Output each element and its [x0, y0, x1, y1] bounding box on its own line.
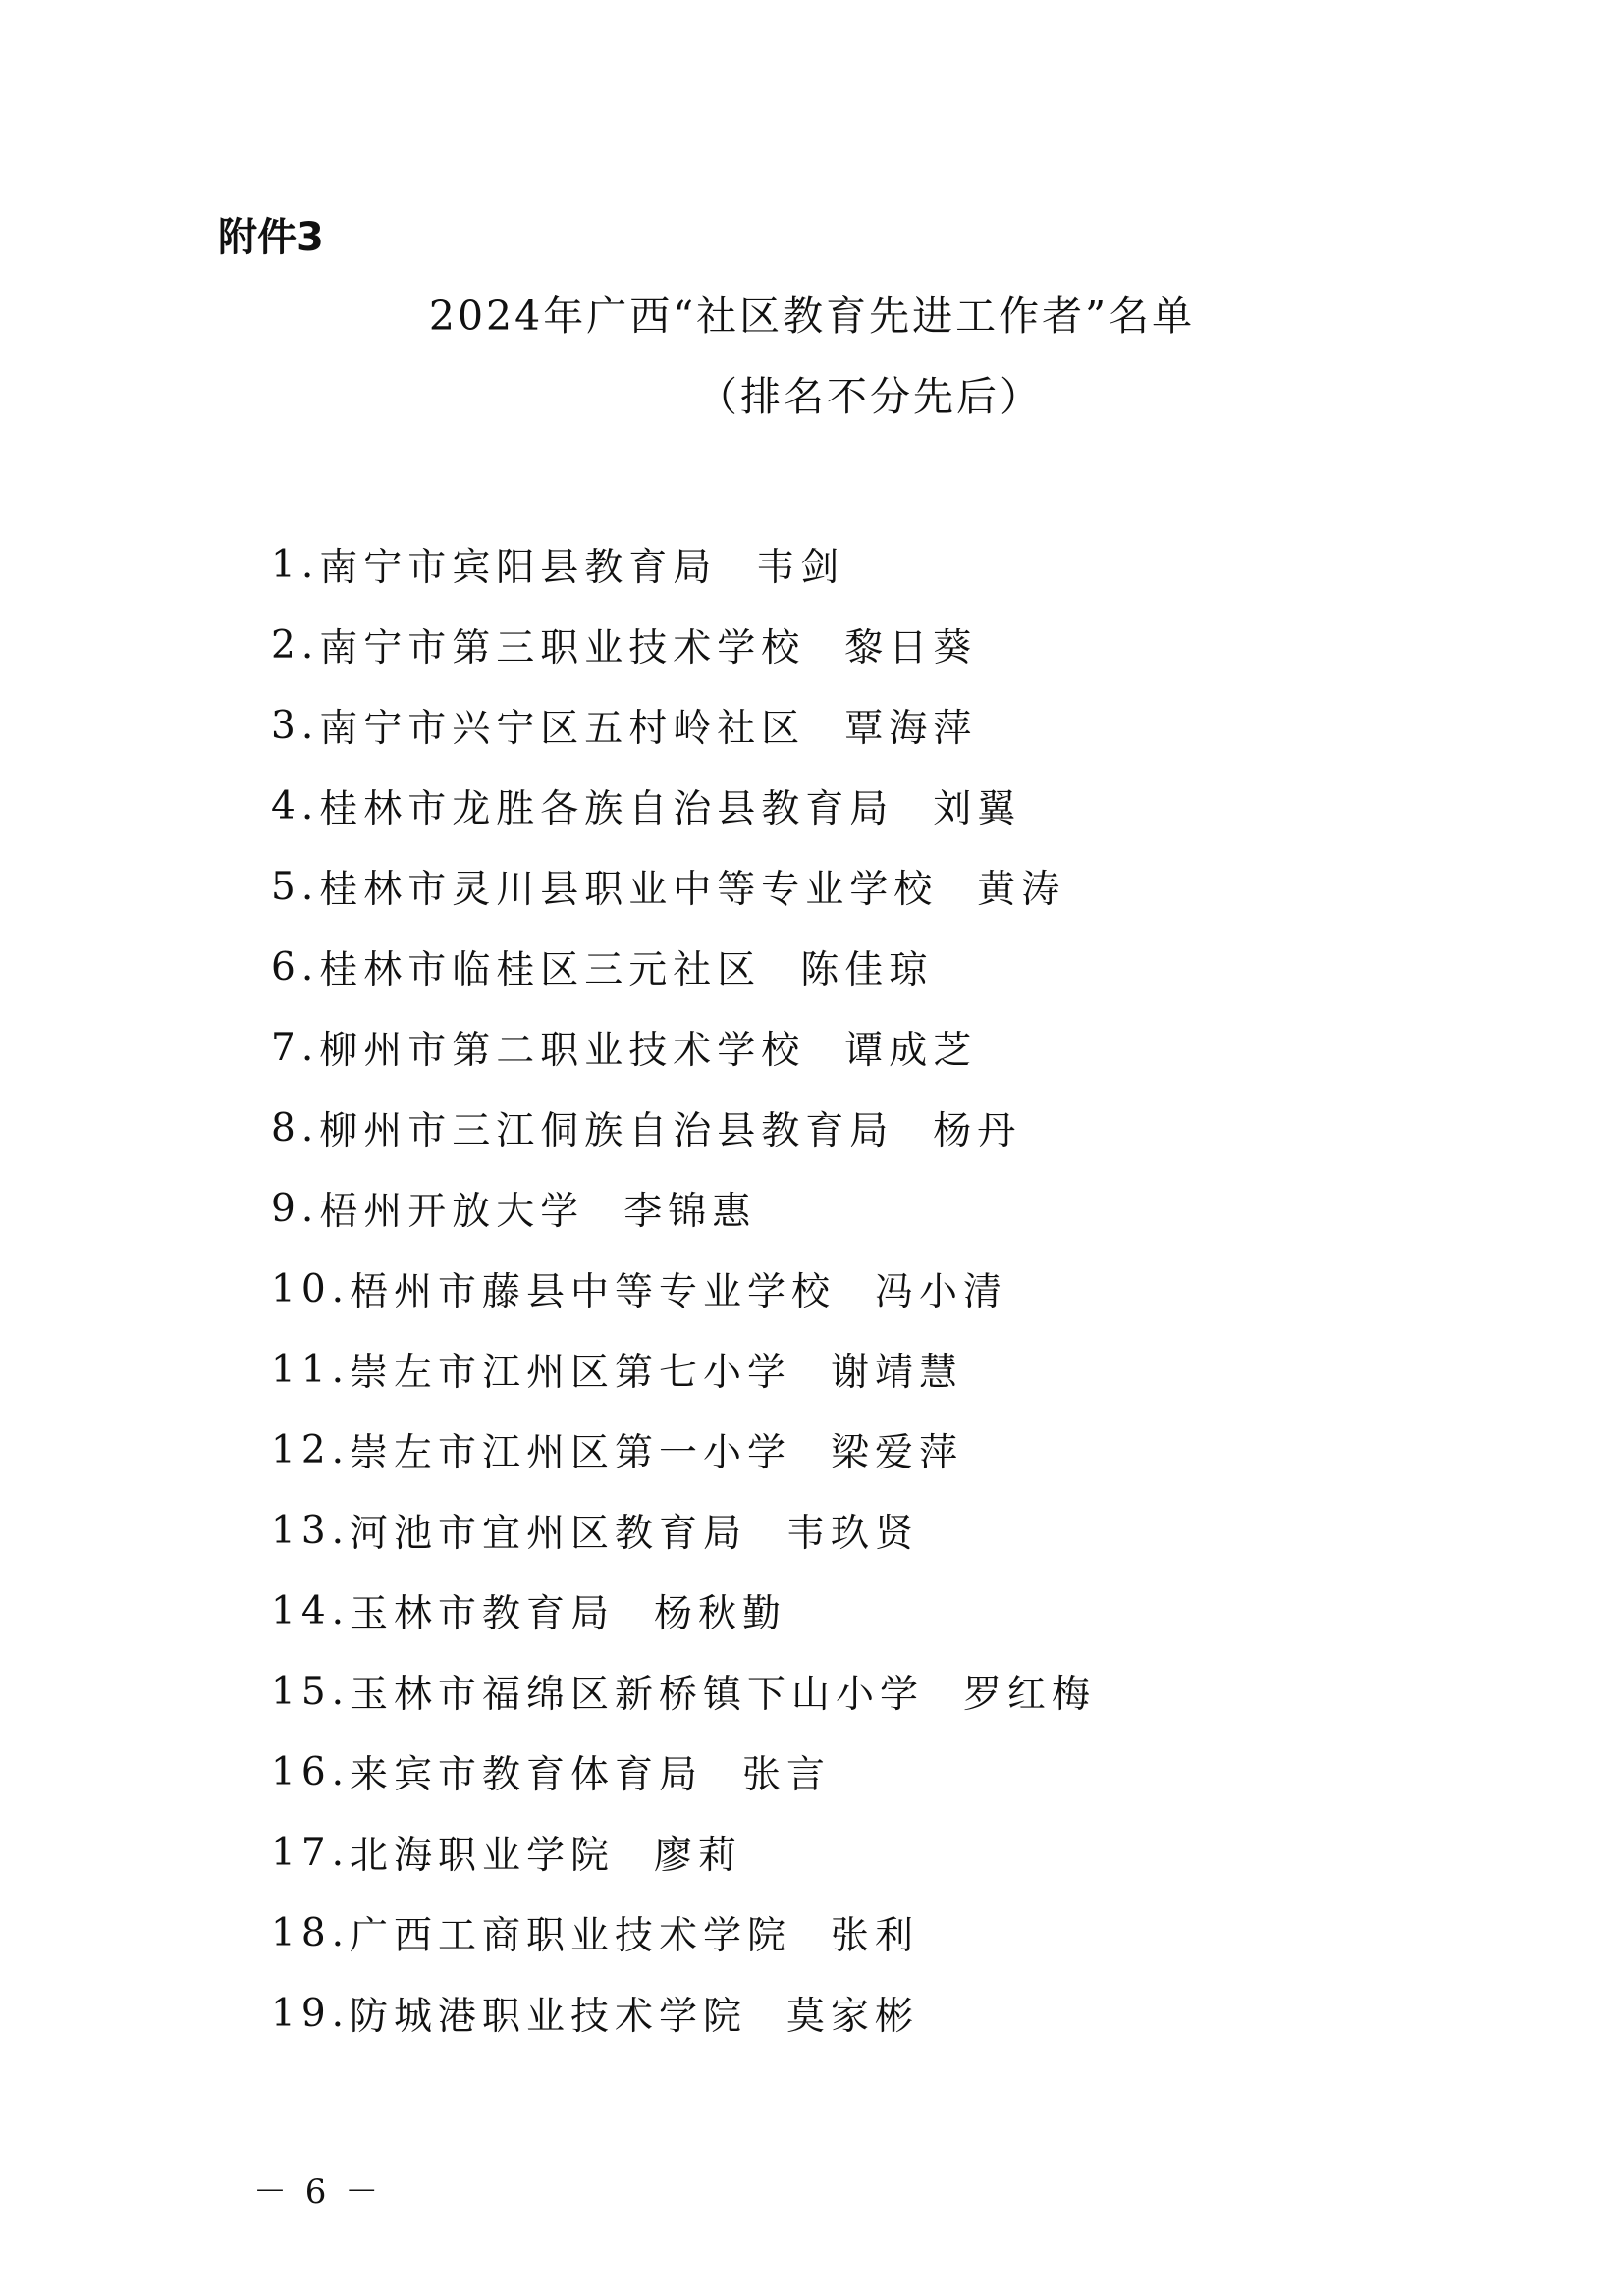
list-item — [271, 766, 1096, 846]
list-item — [271, 1088, 1096, 1168]
entry-name: 廖莉 — [654, 1834, 743, 1878]
list-item — [271, 605, 1096, 685]
entry-name: 梁爱萍 — [831, 1431, 964, 1475]
list-item — [271, 524, 1096, 605]
entry-name: 黎日葵 — [844, 626, 978, 670]
entry-unit: 桂林市临桂区三元社区 — [319, 948, 762, 992]
entry-index: 17. — [271, 1830, 351, 1875]
attachment-label: 附件3 — [218, 215, 324, 260]
entry-name: 李锦惠 — [623, 1190, 757, 1234]
entry-name: 谭成芝 — [844, 1029, 978, 1073]
entry-unit: 梧州市藤县中等专业学校 — [350, 1270, 837, 1314]
entry-name: 张言 — [742, 1753, 832, 1797]
entry-index: 10. — [271, 1266, 351, 1311]
entry-index: 18. — [271, 1910, 351, 1955]
entry-name: 韦剑 — [756, 546, 845, 590]
entry-unit: 梧州开放大学 — [319, 1190, 585, 1234]
entry-unit: 南宁市兴宁区五村岭社区 — [319, 707, 806, 751]
entry-index: 6. — [271, 944, 320, 989]
list-item — [271, 927, 1096, 1007]
list-item — [271, 1007, 1096, 1088]
list-item — [271, 1168, 1096, 1249]
list-item — [271, 1410, 1096, 1490]
entry-name: 张利 — [831, 1914, 920, 1958]
entry-index: 13. — [271, 1508, 351, 1553]
list-item — [271, 1732, 1096, 1812]
list-item — [271, 1571, 1096, 1651]
entry-name: 刘翼 — [933, 787, 1022, 831]
entry-index: 7. — [271, 1025, 320, 1070]
entry-unit: 广西工商职业技术学院 — [350, 1914, 792, 1958]
list-item — [271, 1893, 1096, 1973]
list-item — [271, 685, 1096, 766]
entry-unit: 河池市宜州区教育局 — [350, 1512, 748, 1556]
entry-name: 莫家彬 — [786, 1995, 920, 2039]
list-item — [271, 1812, 1096, 1893]
list-item — [271, 846, 1096, 927]
entry-unit: 柳州市第二职业技术学校 — [319, 1029, 806, 1073]
entry-unit: 崇左市江州区第七小学 — [350, 1351, 792, 1395]
entry-name: 谢靖慧 — [831, 1351, 964, 1395]
entry-index: 8. — [271, 1105, 320, 1150]
entry-name: 杨丹 — [933, 1109, 1022, 1153]
entry-unit: 桂林市灵川县职业中等专业学校 — [319, 868, 939, 912]
entry-name: 杨秋勤 — [654, 1592, 787, 1636]
entry-unit: 柳州市三江侗族自治县教育局 — [319, 1109, 894, 1153]
document-subtitle: （排名不分先后） — [697, 373, 1043, 420]
entry-index: 9. — [271, 1186, 320, 1231]
awardee-list — [271, 524, 1096, 2054]
entry-index: 16. — [271, 1749, 351, 1794]
entry-index: 14. — [271, 1588, 351, 1633]
entry-index: 11. — [271, 1347, 351, 1392]
entry-name: 罗红梅 — [963, 1673, 1097, 1717]
entry-unit: 玉林市福绵区新桥镇下山小学 — [350, 1673, 925, 1717]
entry-unit: 来宾市教育体育局 — [350, 1753, 704, 1797]
entry-index: 12. — [271, 1427, 351, 1472]
list-item — [271, 1490, 1096, 1571]
list-item — [271, 1329, 1096, 1410]
entry-name: 陈佳琼 — [800, 948, 934, 992]
entry-unit: 南宁市第三职业技术学校 — [319, 626, 806, 670]
document-title: 2024年广西“社区教育先进工作者”名单 — [428, 293, 1196, 340]
entry-index: 15. — [271, 1669, 351, 1714]
list-item — [271, 1651, 1096, 1732]
entry-unit: 北海职业学院 — [350, 1834, 616, 1878]
entry-name: 覃海萍 — [844, 707, 978, 751]
entry-index: 5. — [271, 864, 320, 909]
entry-unit: 玉林市教育局 — [350, 1592, 616, 1636]
list-item — [271, 1249, 1096, 1329]
page-number: － 6 － — [253, 2172, 383, 2212]
entry-name: 韦玖贤 — [786, 1512, 920, 1556]
entry-index: 2. — [271, 622, 320, 667]
entry-index: 1. — [271, 542, 320, 587]
list-item — [271, 1973, 1096, 2054]
entry-unit: 崇左市江州区第一小学 — [350, 1431, 792, 1475]
entry-unit: 南宁市宾阳县教育局 — [319, 546, 718, 590]
entry-index: 4. — [271, 783, 320, 828]
entry-name: 冯小清 — [875, 1270, 1008, 1314]
entry-index: 19. — [271, 1991, 351, 2036]
entry-index: 3. — [271, 703, 320, 748]
entry-unit: 防城港职业技术学院 — [350, 1995, 748, 2039]
entry-name: 黄涛 — [977, 868, 1066, 912]
entry-unit: 桂林市龙胜各族自治县教育局 — [319, 787, 894, 831]
